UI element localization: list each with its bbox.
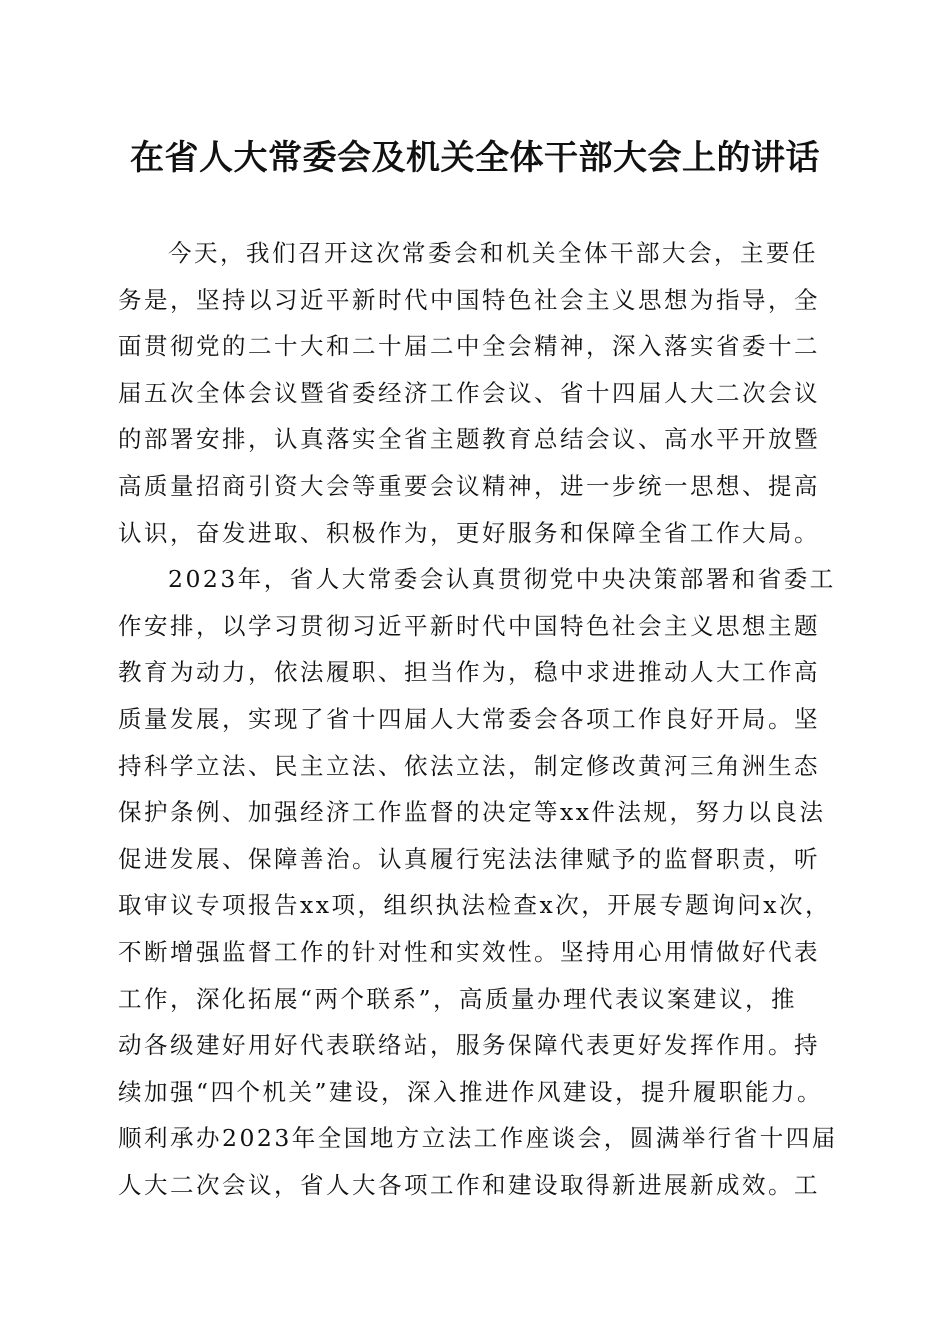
text-line: 持科学立法、民主立法、依法立法，制定修改黄河三角洲生态 [118, 751, 820, 780]
text-line: 顺利承办2023年全国地方立法工作座谈会，圆满举行省十四届 [118, 1124, 838, 1153]
text-line: 质量发展，实现了省十四届人大常委会各项工作良好开局。坚 [118, 704, 820, 733]
text-line: 续加强“四个机关”建设，深入推进作风建设，提升履职能力。 [118, 1077, 824, 1106]
text-line: 务是，坚持以习近平新时代中国特色社会主义思想为指导，全 [118, 285, 820, 314]
text-line: 2023年，省人大常委会认真贯彻党中央决策部署和省委工 [168, 565, 836, 594]
text-line: 教育为动力，依法履职、担当作为，稳中求进推动人大工作高 [118, 658, 820, 687]
text-line: 人大二次会议，省人大各项工作和建设取得新进展新成效。工 [118, 1170, 820, 1199]
text-line: 保护条例、加强经济工作监督的决定等xx件法规，努力以良法 [118, 798, 826, 827]
text-line: 的部署安排，认真落实全省主题教育总结会议、高水平开放暨 [118, 425, 820, 454]
paragraph-2 [118, 556, 838, 1208]
paragraph-1 [118, 230, 830, 556]
document-title: 在省人大常委会及机关全体干部大会上的讲话 [130, 138, 820, 178]
text-line: 促进发展、保障善治。认真履行宪法法律赋予的监督职责，听 [118, 844, 820, 873]
text-line: 作安排，以学习贯彻习近平新时代中国特色社会主义思想主题 [118, 611, 820, 640]
text-line: 不断增强监督工作的针对性和实效性。坚持用心用情做好代表 [118, 937, 820, 966]
text-line: 取审议专项报告xx项，组织执法检查x次，开展专题询问x次， [118, 891, 832, 920]
text-line: 认识，奋发进取、积极作为，更好服务和保障全省工作大局。 [118, 518, 820, 547]
text-line: 今天，我们召开这次常委会和机关全体干部大会，主要任 [168, 239, 818, 267]
text-line: 工作，深化拓展“两个联系”，高质量办理代表议案建议，推 [118, 984, 798, 1013]
text-line: 高质量招商引资大会等重要会议精神，进一步统一思想、提高 [118, 471, 820, 500]
text-line: 面贯彻党的二十大和二十届二中全会精神，深入落实省委十二 [118, 332, 820, 361]
text-line: 动各级建好用好代表联络站，服务保障代表更好发挥作用。持 [118, 1031, 820, 1060]
text-line: 届五次全体会议暨省委经济工作会议、省十四届人大二次会议 [118, 378, 820, 407]
document-body [118, 230, 838, 1208]
